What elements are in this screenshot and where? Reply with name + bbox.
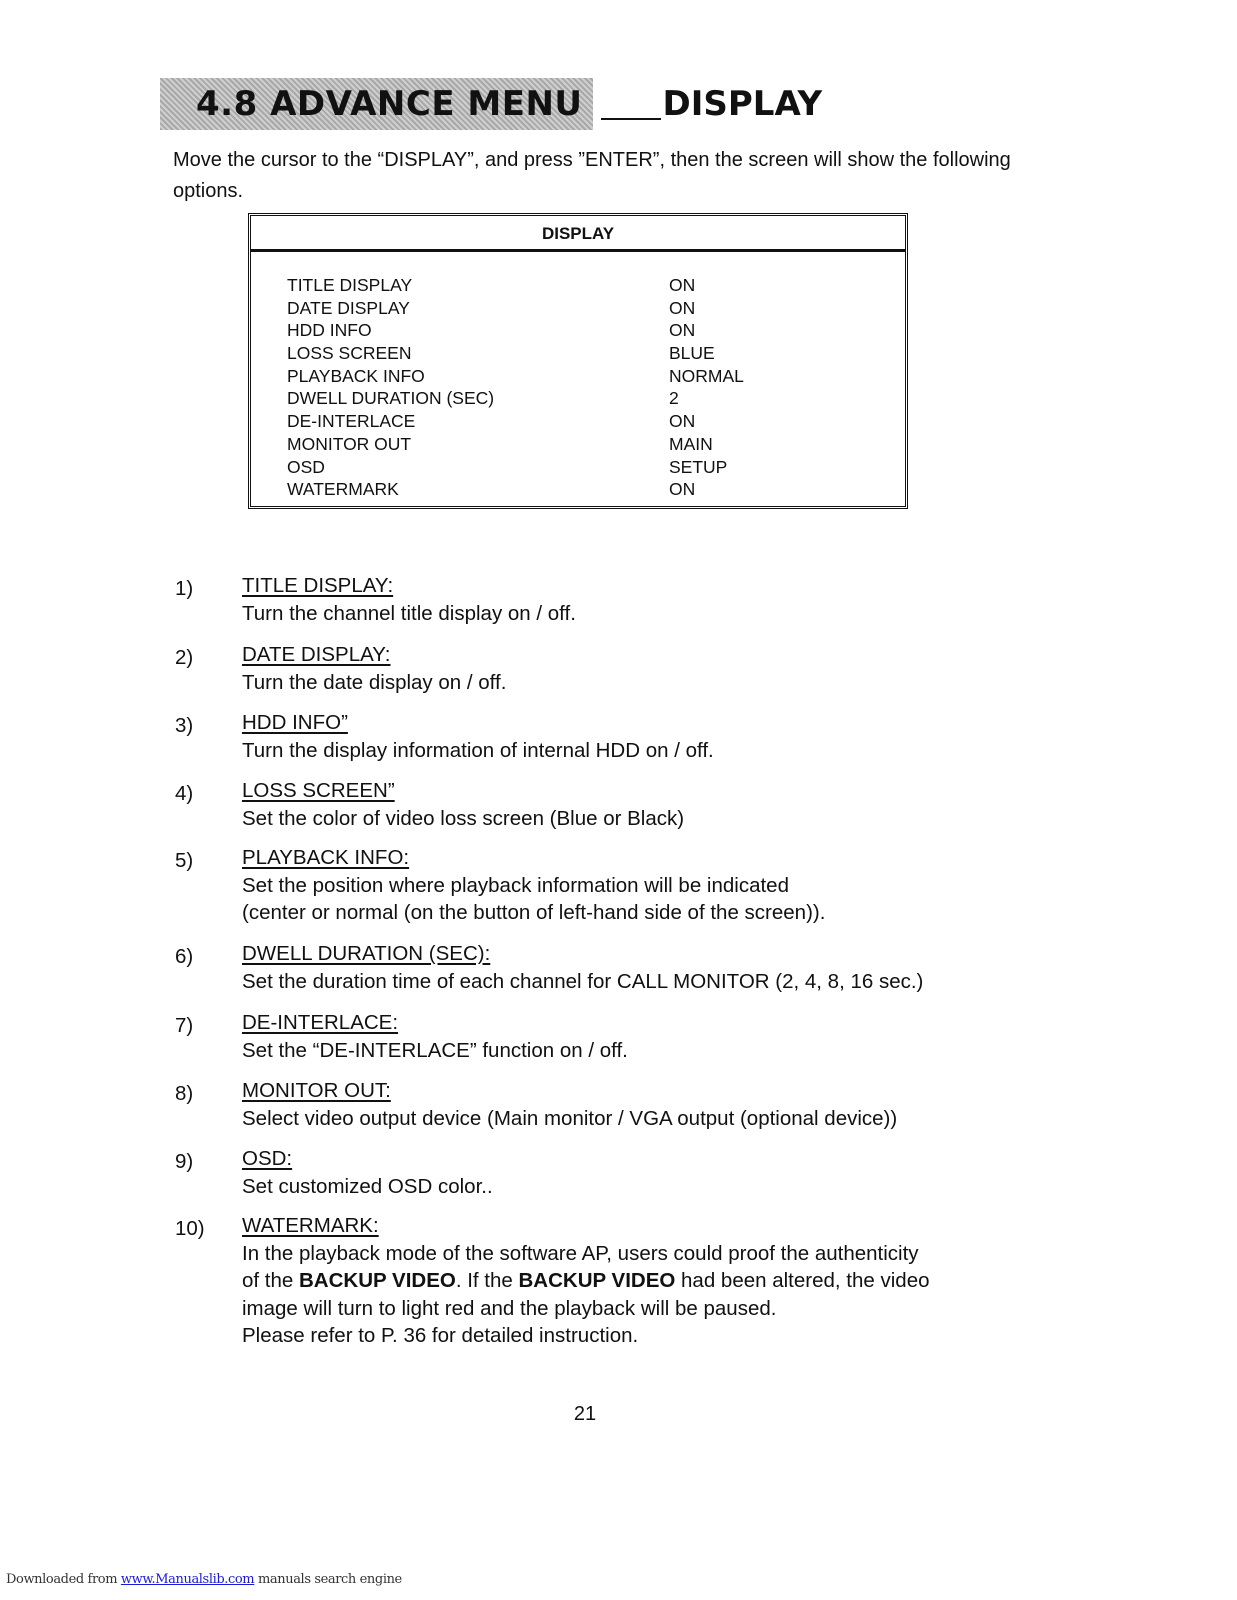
menu-row-label: MONITOR OUT bbox=[287, 433, 412, 454]
item-description: Set the color of video loss screen (Blue or Black) bbox=[242, 806, 685, 830]
item-term: WATERMARK: bbox=[242, 1214, 379, 1237]
item-description: Set the duration time of each channel for CALL MONITOR (2, 4, 8, 16 sec.) bbox=[242, 969, 924, 993]
menu-row-label: DATE DISPLAY bbox=[287, 297, 410, 318]
item-description: Turn the display information of internal HDD on / off. bbox=[242, 738, 714, 762]
menu-row-label: TITLE DISPLAY bbox=[287, 275, 413, 295]
item-number: 1) bbox=[175, 577, 194, 600]
footer-suffix: manuals search engine bbox=[254, 1572, 402, 1587]
item-description: Select video output device (Main monitor / VGA output (optional device)) bbox=[242, 1106, 898, 1130]
heading-separator bbox=[601, 88, 661, 120]
item-description: (center or normal (on the button of left-hand side of the screen)). bbox=[242, 901, 826, 924]
backup-video-emphasis: BACKUP VIDEO bbox=[518, 1269, 676, 1292]
footer-prefix: Downloaded from bbox=[6, 1572, 121, 1587]
section-heading-tail: DISPLAY bbox=[662, 84, 823, 124]
menu-row-label: DE-INTERLACE bbox=[287, 411, 416, 432]
item-number: 2) bbox=[175, 646, 194, 669]
item-description: Set the “DE-INTERLACE” function on / off. bbox=[242, 1038, 628, 1062]
item-number: 4) bbox=[175, 782, 194, 805]
menu-row-value: MAIN bbox=[669, 433, 713, 454]
item-number: 5) bbox=[175, 849, 194, 872]
item-term: DE-INTERLACE: bbox=[242, 1011, 399, 1034]
display-menu-rows bbox=[287, 274, 895, 501]
item-number: 8) bbox=[175, 1082, 194, 1105]
menu-row-value: ON bbox=[669, 411, 696, 432]
item-number: 6) bbox=[175, 945, 194, 968]
menu-row-value: ON bbox=[669, 275, 696, 295]
menu-row bbox=[287, 387, 895, 410]
item-description: Turn the channel title display on / off. bbox=[242, 601, 576, 625]
item-description: Set the position where playback information will be indicated bbox=[242, 873, 789, 897]
item-term: PLAYBACK INFO: bbox=[242, 846, 410, 869]
item-term: TITLE DISPLAY: bbox=[242, 574, 394, 597]
section-heading bbox=[160, 76, 822, 132]
item-term: LOSS SCREEN” bbox=[242, 779, 395, 802]
menu-row bbox=[287, 478, 895, 501]
menu-row bbox=[287, 456, 895, 479]
item-description-line: Please refer to P. 36 for detailed instruction. bbox=[242, 1324, 639, 1347]
menu-row bbox=[287, 433, 895, 456]
item-number: 7) bbox=[175, 1014, 194, 1037]
menu-row bbox=[287, 410, 895, 433]
section-heading-shaded: 4.8 ADVANCE MENU bbox=[160, 78, 593, 130]
item-term: HDD INFO” bbox=[242, 711, 348, 734]
menu-row bbox=[287, 365, 895, 388]
intro-paragraph: Move the cursor to the “DISPLAY”, and press ”ENTER”, then the screen will show the following options. bbox=[173, 149, 1011, 202]
download-footer bbox=[6, 1572, 402, 1587]
item-number: 3) bbox=[175, 714, 194, 737]
manualslib-link[interactable]: www.Manualslib.com bbox=[120, 1572, 255, 1587]
page-number: 21 bbox=[573, 1403, 597, 1425]
item-description: In the playback mode of the software AP, users could proof the authenticity bbox=[242, 1241, 919, 1265]
display-menu-title: DISPLAY bbox=[251, 216, 905, 252]
item-description: Set customized OSD color.. bbox=[242, 1174, 493, 1198]
menu-row-label: LOSS SCREEN bbox=[287, 343, 412, 364]
menu-row-value: 2 bbox=[669, 388, 679, 409]
item-term: DWELL DURATION (SEC): bbox=[242, 942, 491, 965]
item-term: OSD: bbox=[242, 1147, 293, 1170]
menu-row bbox=[287, 274, 895, 297]
menu-row-label: OSD bbox=[287, 456, 325, 477]
menu-row bbox=[287, 319, 895, 342]
item-number: 9) bbox=[175, 1150, 194, 1173]
item-description: Turn the date display on / off. bbox=[242, 670, 507, 694]
menu-row bbox=[287, 342, 895, 365]
menu-row-value: NORMAL bbox=[669, 365, 744, 386]
menu-row-value: BLUE bbox=[669, 343, 715, 364]
item-description-line: image will turn to light red and the playback will be paused. bbox=[242, 1296, 777, 1320]
item-number: 10) bbox=[175, 1217, 205, 1240]
menu-row-value: ON bbox=[669, 297, 696, 318]
item-term: DATE DISPLAY: bbox=[242, 643, 391, 666]
menu-row-label: HDD INFO bbox=[287, 320, 372, 341]
item-description-line: of the BACKUP VIDEO. If the BACKUP VIDEO had been altered, the video bbox=[242, 1269, 930, 1292]
menu-row-value: ON bbox=[669, 320, 696, 341]
menu-row bbox=[287, 297, 895, 320]
menu-row-value: SETUP bbox=[669, 456, 728, 477]
menu-row-label: DWELL DURATION (SEC) bbox=[287, 388, 495, 409]
backup-video-emphasis: BACKUP VIDEO bbox=[299, 1269, 456, 1292]
display-menu-box bbox=[248, 213, 908, 509]
menu-row-label: PLAYBACK INFO bbox=[287, 365, 425, 386]
item-term: MONITOR OUT: bbox=[242, 1079, 391, 1102]
menu-row-value: ON bbox=[669, 479, 696, 500]
menu-row-label: WATERMARK bbox=[287, 479, 399, 500]
